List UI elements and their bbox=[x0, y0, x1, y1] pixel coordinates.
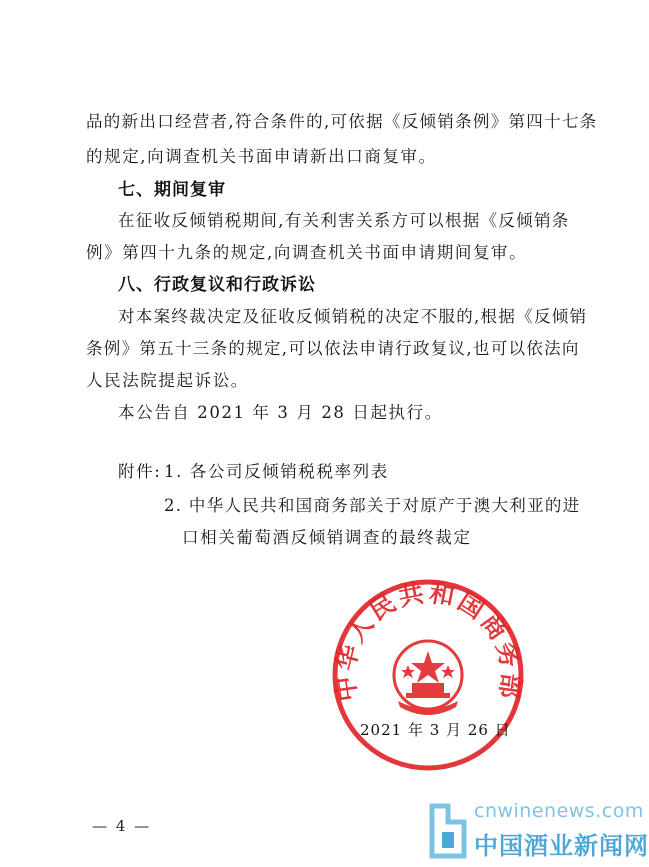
effective-date-line: 本公告自 2021 年 3 月 28 日起执行。 bbox=[118, 403, 443, 422]
watermark-name: 中国酒业新闻网 bbox=[474, 832, 649, 860]
svg-text:中华人民共和国商务部: 中华人民共和国商务部 bbox=[329, 578, 527, 704]
signature-date: 2021 年 3 月 26 日 bbox=[360, 721, 511, 739]
attachment-item-2-cont: 口相关葡萄酒反倾销调查的最终裁定 bbox=[182, 528, 472, 547]
paragraph-line: 的规定,向调查机关书面申请新出口商复审。 bbox=[86, 147, 437, 166]
paragraph-line: 例》第四十九条的规定,向调查机关书面申请期间复审。 bbox=[86, 243, 528, 262]
watermark-url: cnwinenews.com bbox=[474, 800, 644, 822]
paragraph-line: 在征收反倾销税期间,有关利害关系方可以根据《反倾销条 bbox=[118, 211, 570, 230]
page-number: — 4 — bbox=[92, 817, 152, 835]
attachment-item-2: 2. 中华人民共和国商务部关于对原产于澳大利亚的进 bbox=[164, 496, 581, 515]
paragraph-line: 品的新出口经营者,符合条件的,可依据《反倾销条例》第四十七条 bbox=[86, 112, 598, 131]
paragraph-line: 人民法院提起诉讼。 bbox=[86, 371, 249, 390]
paragraph-line: 条例》第五十三条的规定,可以依法申请行政复议,也可以依法向 bbox=[86, 339, 580, 358]
section-heading-8: 八、行政复议和行政诉讼 bbox=[118, 275, 316, 295]
attachments-label: 附件: bbox=[118, 462, 162, 481]
official-seal bbox=[328, 575, 528, 775]
watermark-logo-icon bbox=[428, 802, 470, 860]
section-heading-7: 七、期间复审 bbox=[118, 180, 226, 200]
attachment-item-1: 1. 各公司反倾销税税率列表 bbox=[164, 462, 389, 481]
paragraph-line: 对本案终裁决定及征收反倾销税的决定不服的,根据《反倾销 bbox=[118, 307, 588, 326]
emblem-icon bbox=[394, 641, 462, 715]
